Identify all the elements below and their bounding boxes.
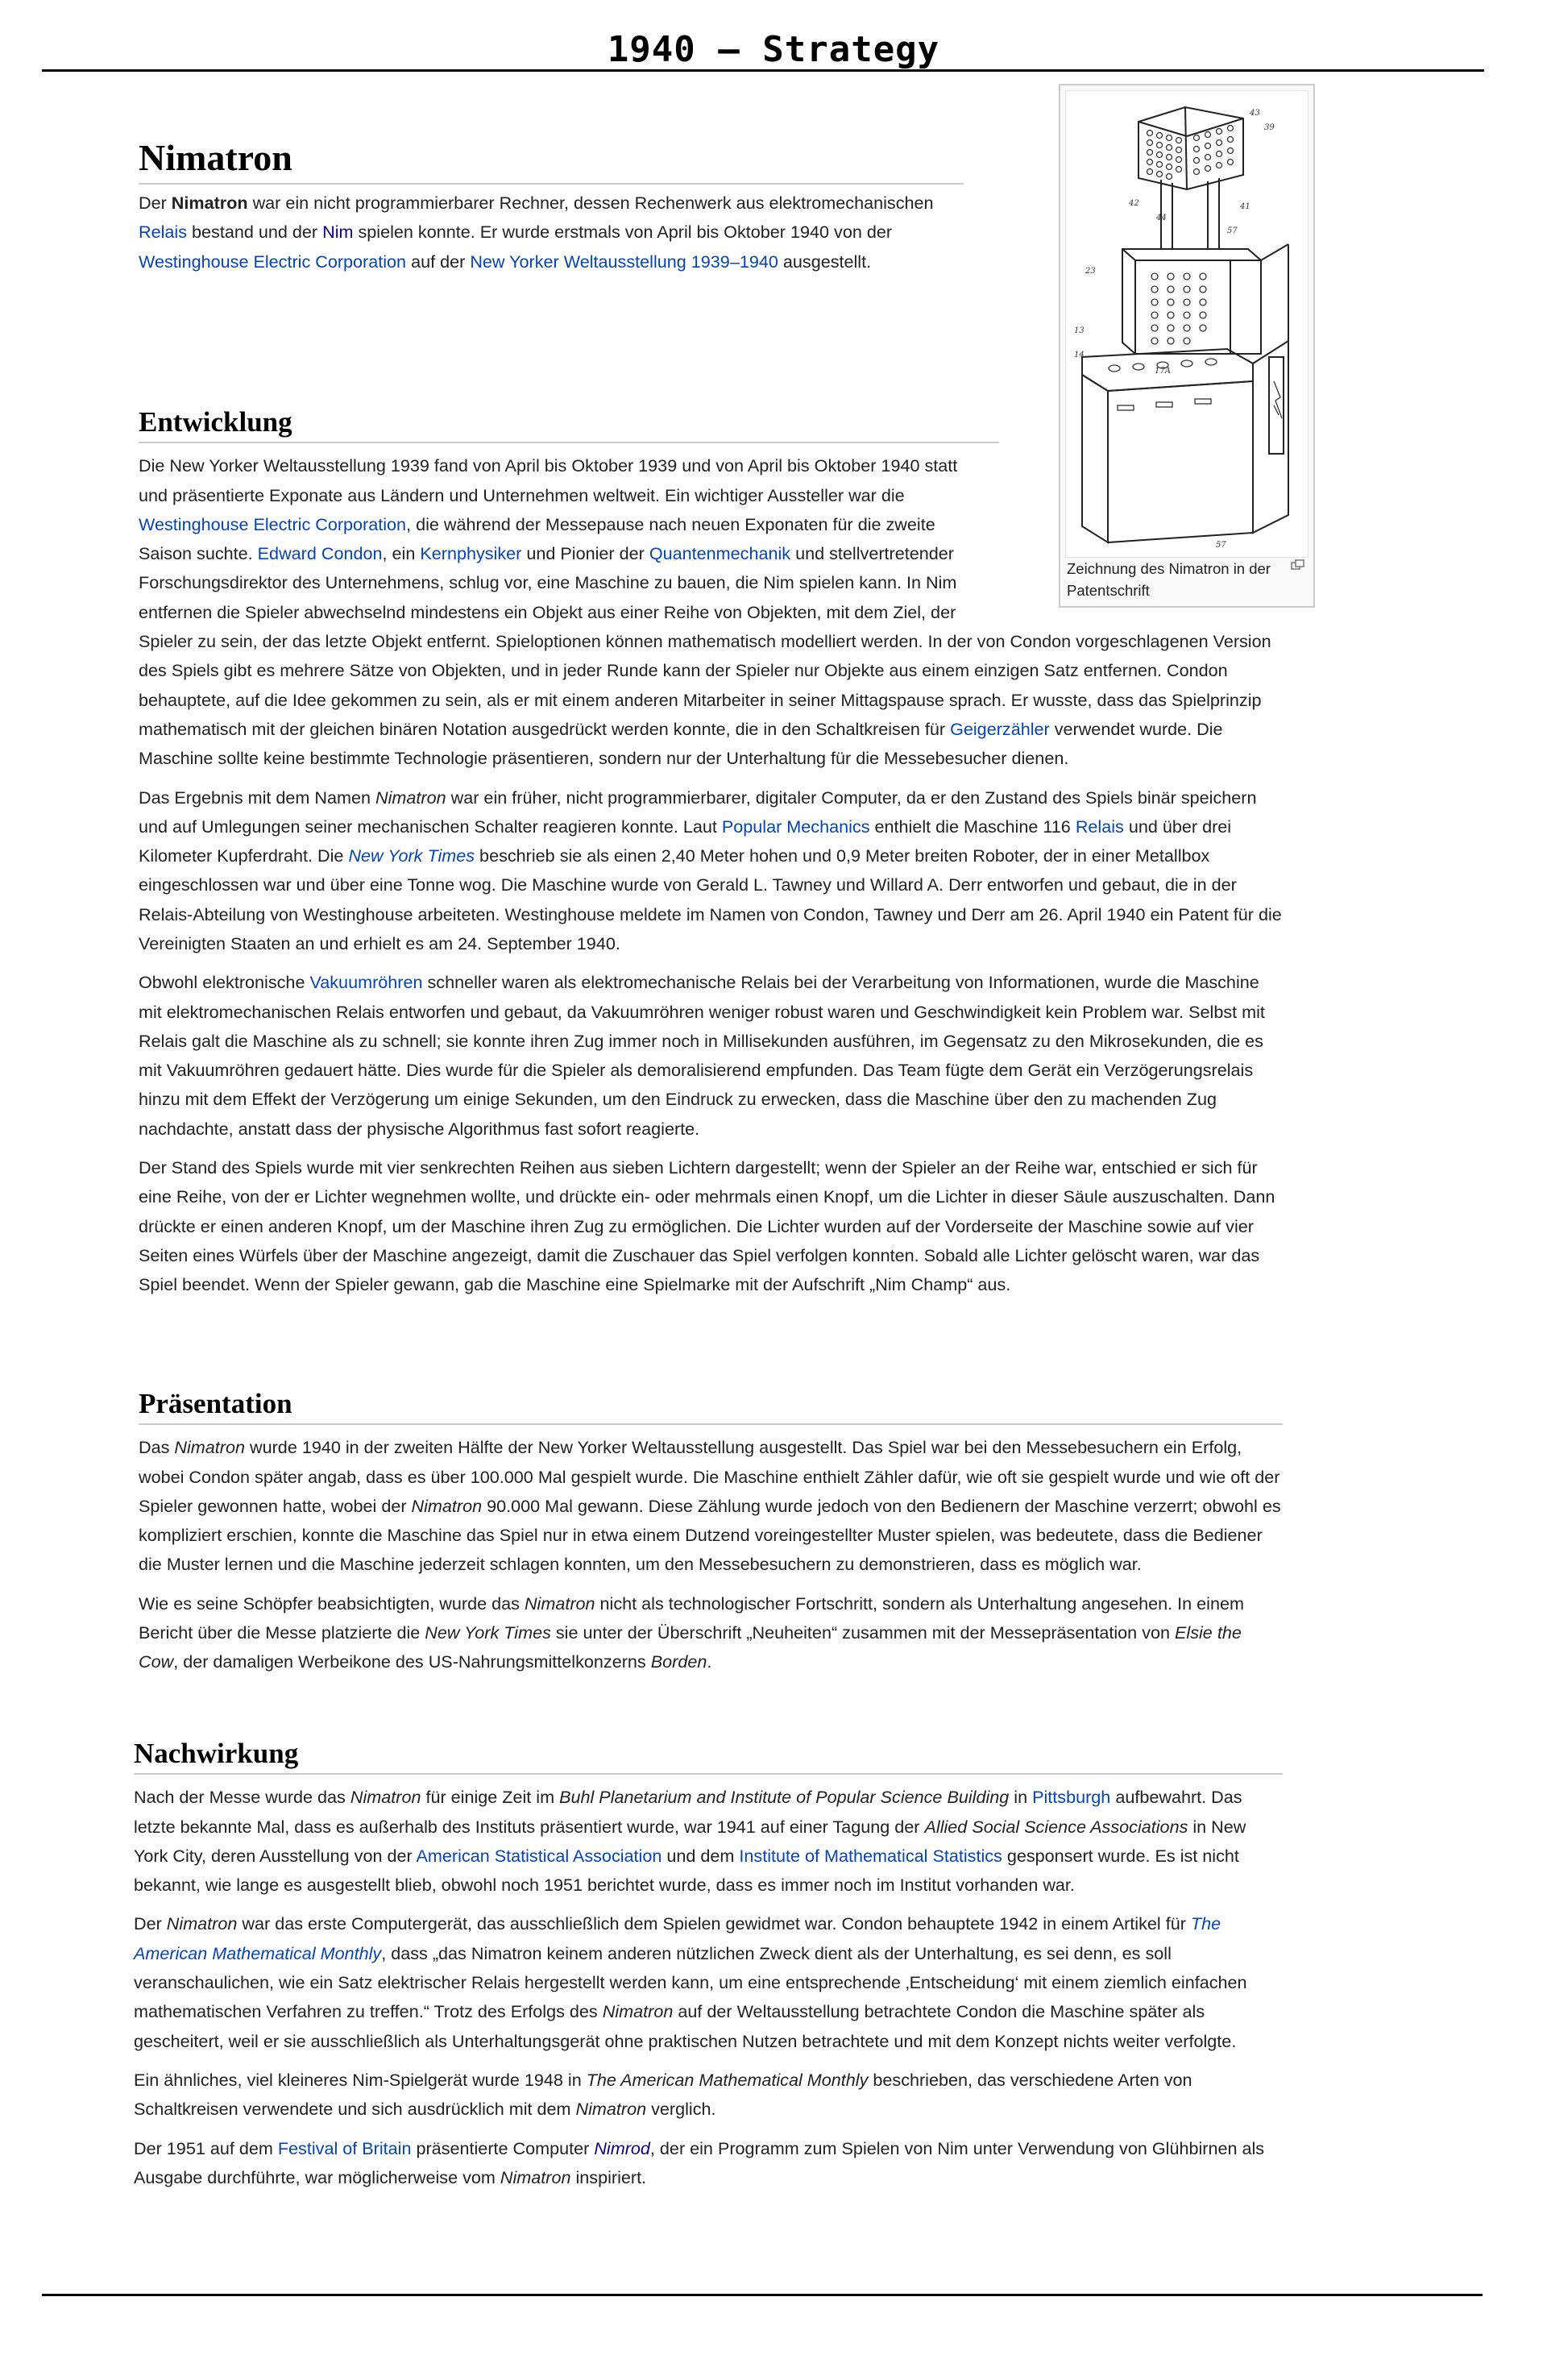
footer-rule bbox=[42, 2294, 1483, 2296]
link-nim[interactable]: Nim bbox=[322, 222, 354, 243]
link-quantenmechanik[interactable]: Quantenmechanik bbox=[649, 543, 791, 564]
svg-text:57: 57 bbox=[1216, 541, 1226, 550]
paragraph-entwicklung-1: Die New Yorker Weltausstellung 1939 fand von April bis Oktober 1939 und von April bis Oktober 1940 statt und präsentierte Exponate aus Ländern und Unternehmen weltweit. Ein wichtiger Aussteller war die Westinghouse Electric Corporation, die während der Messepause nach neuen Exponaten für die zweite Saison suchte. Edward Condon, ein Kernphysiker und Pionier der Quantenmechanik und stellvertretender Forschungsdirektor des Unternehmens, schlug vor, eine Maschine zu bauen, die Nim spielen kann. In Nim entfernen die Spieler abwechselnd mindestens ein Objekt aus einer Reihe von Objekten, mit dem Ziel, der Spieler zu sein, der das letzte Objekt entfernt. Spieloptionen können mathematisch modelliert werden. In der von Condon vorgeschlagenen Version des Spiels gibt es mehrere Sätze von Objekten, und in jeder Runde kann der Spieler nur Objekte aus einem einzigen Satz entfernen. Condon behauptete, auf die Idee gekommen zu sein, als er mit einem anderen Mitarbeiter in seiner Mittagspause sprach. Er wusste, dass das Spielprinzip mathematisch mit der gleichen binären Notation ausgedrückt werden konnte, die in den Schaltkreisen für Geigerzähler verwendet wurde. Die Maschine sollte keine bestimmte Technologie präsentieren, sondern nur der Unterhaltung für die Messebesucher dienen. bbox=[139, 451, 1283, 773]
link-relais[interactable]: Relais bbox=[139, 222, 188, 243]
intro-paragraph: Der Nimatron war ein nicht programmierbarer Rechner, dessen Rechenwerk aus elektromechanischen Relais bestand und der Nim spielen konnte. Er wurde erstmals von April bis Oktober 1940 von der Westinghouse Electric Corporation auf der New Yorker Weltausstellung 1939–1940 ausgestellt. bbox=[139, 193, 934, 272]
section-praesentation bbox=[139, 1388, 1283, 1687]
paragraph-nachwirkung-1: Nach der Messe wurde das Nimatron für einige Zeit im Buhl Planetarium and Institute of Popular Science Building in Pittsburgh aufbewahrt. Das letzte bekannte Mal, dass es außerhalb des Instituts präsentiert wurde, war 1941 auf einer Tagung der Allied Social Science Associations in New York City, deren Ausstellung von der American Statistical Association und dem Institute of Mathematical Statistics gesponsert wurde. Es ist nicht bekannt, wie lange es ausgestellt blieb, obwohl noch 1951 berichtet wurde, dass es immer noch im Institut vorhanden war. bbox=[134, 1787, 1246, 1896]
infobox-spacer bbox=[977, 451, 1283, 609]
link-nimrod[interactable]: Nimrod bbox=[594, 2137, 650, 2158]
header-rule bbox=[42, 69, 1484, 72]
heading-entwicklung: Entwicklung bbox=[139, 406, 999, 443]
link-kernphysiker[interactable]: Kernphysiker bbox=[420, 543, 522, 564]
paragraph-nachwirkung-4: Der 1951 auf dem Festival of Britain präsentierte Computer Nimrod, der ein Programm zum Spielen von Nim unter Verwendung von Glühbirnen als Ausgabe durchführte, war möglicherweise vom Nimatron inspiriert. bbox=[134, 2137, 1265, 2187]
paragraph-nachwirkung-3: Ein ähnliches, viel kleineres Nim-Spielgerät wurde 1948 in The American Mathematical Monthly beschrieben, das verschiedene Arten von Schaltkreisen verwendete und sich ausdrücklich mit dem Nimatron verglich. bbox=[134, 2069, 1192, 2120]
link-weltausstellung[interactable]: New Yorker Weltausstellung 1939–1940 bbox=[470, 251, 778, 272]
svg-text:41: 41 bbox=[1240, 202, 1250, 211]
svg-text:13: 13 bbox=[1074, 326, 1085, 335]
intro-section bbox=[139, 189, 977, 286]
svg-text:44: 44 bbox=[1156, 214, 1167, 222]
svg-text:14: 14 bbox=[1074, 351, 1085, 359]
svg-text:23: 23 bbox=[1085, 267, 1096, 276]
link-festival-of-britain[interactable]: Festival of Britain bbox=[277, 2137, 412, 2158]
link-vakuumroehren[interactable]: Vakuumröhren bbox=[309, 972, 423, 993]
section-entwicklung bbox=[139, 406, 1283, 1310]
svg-text:42: 42 bbox=[1129, 199, 1139, 208]
link-pittsburgh[interactable]: Pittsburgh bbox=[1032, 1787, 1111, 1808]
link-westinghouse-2[interactable]: Westinghouse Electric Corporation bbox=[139, 513, 407, 534]
enlarge-icon[interactable] bbox=[1291, 559, 1305, 571]
paragraph-entwicklung-2: Das Ergebnis mit dem Namen Nimatron war ein früher, nicht programmierbarer, digitaler Computer, da er den Zustand des Spiels binär speichern und auf Umlegungen seiner mechanischen Schalter reagieren konnte. Laut Popular Mechanics enthielt die Maschine 116 Relais und über drei Kilometer Kupferdraht. Die New York Times beschrieb sie als einen 2,40 Meter hohen und 0,9 Meter breiten Roboter, der in einer Metallbox eingeschlossen war und über eine Tonne wog. Die Maschine wurde von Gerald L. Tawney und Willard A. Derr entworfen und gebaut, die in der Relais-Abteilung von Westinghouse arbeiteten. Westinghouse meldete im Namen von Condon, Tawney und Derr am 26. April 1940 ein Patent für die Vereinigten Staaten an und erhielt es am 24. September 1940. bbox=[139, 787, 1282, 953]
link-popular-mechanics[interactable]: Popular Mechanics bbox=[721, 816, 870, 837]
figure-caption: Zeichnung des Nimatron in der Patentschrift bbox=[1067, 560, 1271, 599]
paragraph-praesentation-1: Das Nimatron wurde 1940 in der zweiten Hälfte der New Yorker Weltausstellung ausgestellt. Das Spiel war bei den Messebesuchern ein Erfolg, wobei Condon später angab, dass es über 100.000 Mal gespielt wurde. Die Maschine enthielt Zähler dafür, wie oft sie gespielt wurde und wie oft der Spieler gewonnen hatte, wobei der Nimatron 90.000 Mal gewann. Diese Zählung wurde jedoch von den Bedienern der Maschine verzerrt; obwohl es kompliziert erschien, konnte die Maschine das Spiel nur in etwa einem Dutzend voreingestellter Muster spielen, was bedeutete, dass die Bediener die Muster lernen und die Maschine jederzeit schlagen konnten, um den Messebesuchern zu demonstrieren, dass es möglich war. bbox=[139, 1437, 1281, 1575]
lead-term: Nimatron bbox=[171, 193, 248, 213]
svg-text:39: 39 bbox=[1264, 123, 1275, 132]
link-westinghouse[interactable]: Westinghouse Electric Corporation bbox=[139, 251, 407, 272]
page-title: 1940 – Strategy bbox=[607, 29, 940, 70]
page-header bbox=[0, 0, 1547, 77]
svg-text:17A: 17A bbox=[1155, 367, 1171, 376]
heading-praesentation: Präsentation bbox=[139, 1388, 1283, 1425]
paragraph-entwicklung-3: Obwohl elektronische Vakuumröhren schneller waren als elektromechanische Relais bei der Verarbeitung von Informationen, wurde die Maschine mit elektromechanischen Relais entworfen und gebaut, da Vakuumröhren weniger robust waren und Geschwindigkeit kein Problem war. Selbst mit Relais galt die Maschine als zu schnell; sie konnte ihren Zug immer noch in Millisekunden ausführen, im Gegensatz zu den Mikrosekunden, die es mit Vakuumröhren gedauert hätte. Dies wurde für die Spieler als demoralisierend empfunden. Das Team fügte dem Gerät ein Verzögerungsrelais hinzu mit dem Effekt der Verzögerung um einige Sekunden, um den Eindruck zu erwecken, dass die Maschine über den zu machenden Zug nachdachte, anstatt dass der physische Algorithmus fast sofort reagierte. bbox=[139, 972, 1265, 1139]
link-american-mathematical-monthly[interactable]: The American Mathematical Monthly bbox=[134, 1913, 1221, 1963]
link-new-york-times[interactable]: New York Times bbox=[348, 845, 475, 866]
link-relais-2[interactable]: Relais bbox=[1075, 816, 1124, 837]
link-edward-condon[interactable]: Edward Condon bbox=[257, 543, 383, 564]
link-american-statistical-association[interactable]: American Statistical Association bbox=[416, 1845, 662, 1866]
svg-text:57: 57 bbox=[1227, 226, 1238, 235]
article-title: Nimatron bbox=[139, 138, 964, 185]
link-institute-of-mathematical-statistics[interactable]: Institute of Mathematical Statistics bbox=[739, 1845, 1002, 1866]
link-geigerzaehler[interactable]: Geigerzähler bbox=[950, 718, 1050, 739]
svg-text:43: 43 bbox=[1250, 109, 1260, 118]
heading-nachwirkung: Nachwirkung bbox=[134, 1738, 1283, 1775]
paragraph-praesentation-2: Wie es seine Schöpfer beabsichtigten, wurde das Nimatron nicht als technologischer Fortschritt, sondern als Unterhaltung angesehen. In einem Bericht über die Messe platzierte die New York Times sie unter der Überschrift „Neuheiten“ zusammen mit der Messepräsentation von Elsie the Cow, der damaligen Werbeikone des US-Nahrungsmittelkonzerns Borden. bbox=[139, 1593, 1244, 1672]
section-nachwirkung bbox=[134, 1738, 1283, 2202]
paragraph-entwicklung-4: Der Stand des Spiels wurde mit vier senkrechten Reihen aus sieben Lichtern dargestellt; wenn der Spieler an der Reihe war, entschied er sich für eine Reihe, von der er Lichter wegnehmen wollte, und drückte ein- oder mehrmals einen Knopf, um die Lichter in dieser Säule auszuschalten. Dann drückte er einen anderen Knopf, um der Maschine ihren Zug zu ermöglichen. Die Lichter wurden auf der Vorderseite der Maschine sowie auf vier Seiten eines Würfels über der Maschine angezeigt, damit die Zuschauer das Spiel verfolgen konnten. Sobald alle Lichter gelöscht waren, war das Spiel beendet. Wenn der Spieler gewann, gab die Maschine eine Spielmarke mit der Aufschrift „Nim Champ“ aus. bbox=[139, 1157, 1275, 1295]
paragraph-nachwirkung-2: Der Nimatron war das erste Computergerät, das ausschließlich dem Spielen gewidmet war. Condon behauptete 1942 in einem Artikel für The American Mathematical Monthly, dass „das Nimatron keinem anderen nützlichen Zweck dient als der Unterhaltung, es sei denn, es soll veranschaulichen, wie ein Satz elektrischer Relais hergestellt werden kann, um eine entsprechende ‚Entscheidung‘ mit einem ziemlich einfachen mathematischen Verfahren zu treffen.“ Trotz des Erfolgs des Nimatron auf der Weltausstellung betrachtete Condon die Maschine später als gescheitert, weil er sie ausschließlich als Unterhaltungsgerät ohne praktischen Nutzen betrachtete und mit dem Konzept nichts weiter verfolgte. bbox=[134, 1913, 1247, 2051]
